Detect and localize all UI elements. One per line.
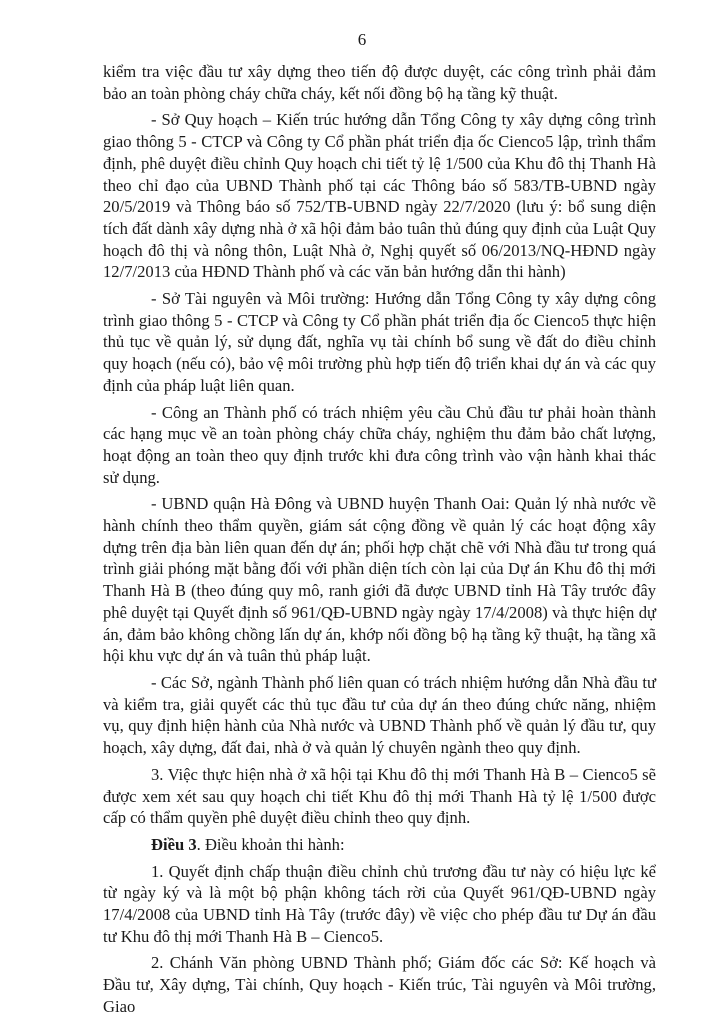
article-3-item-1: 1. Quyết định chấp thuận điều chỉnh chủ trương đầu tư này có hiệu lực kể từ ngày ký và là một bộ phận không tách rời của Quyết 961/QĐ-UBND ngày 17/4/2008 của UBND tỉnh Hà Tây (trước đây) về việc cho phép đầu tư Dự án đầu tư Khu đô thị mới Thanh Hà B – Cienco5. [103,861,656,946]
article-3-label: Điều 3 [151,834,197,854]
article-3-heading [103,834,656,856]
paragraph-city-departments: - Các Sở, ngành Thành phố liên quan có trách nhiệm hướng dẫn Nhà đầu tư và kiểm tra, giải quyết các thủ tục đầu tư của dự án theo đúng chức năng, nhiệm vụ, quy định hiện hành của Nhà nước và UBND Thành phố về quản lý đầu tư, quy hoạch, xây dựng, đất đai, nhà ở và quản lý chuyên ngành theo quy định. [103,672,656,758]
page-number: 6 [357,30,367,49]
paragraph-planning-dept: - Sở Quy hoạch – Kiến trúc hướng dẫn Tổng Công ty xây dựng công trình giao thông 5 - CTCP và Công ty Cổ phần phát triển địa ốc Cienco5 lập, trình thẩm định, phê duyệt điều chỉnh Quy hoạch chi tiết tỷ lệ 1/500 của Khu đô thị Thanh Hà theo chỉ đạo của UBND Thành phố tại các Thông báo số 583/TB-UBND ngày 20/5/2019 và Thông báo số 752/TB-UBND ngày 22/7/2020 (lưu ý: bổ sung diện tích đất dành xây dựng nhà ở xã hội đảm bảo tuân thủ đúng quy định của Luật Quy hoạch đô thị và nông thôn, Luật Nhà ở, Nghị quyết số 06/2013/NQ-HĐND ngày 12/7/2013 của HĐND Thành phố và các văn bản hướng dẫn thi hành) [103,110,656,282]
paragraph-continuation: kiểm tra việc đầu tư xây dựng theo tiến độ được duyệt, các công trình phải đảm bảo an toàn phòng cháy chữa cháy, kết nối đồng bộ hạ tầng kỹ thuật. [103,62,656,103]
article-3-item-2: 2. Chánh Văn phòng UBND Thành phố; Giám đốc các Sở: Kế hoạch và Đầu tư, Xây dựng, Tài chính, Quy hoạch - Kiến trúc, Tài nguyên và Môi trường, Giao [103,953,656,1016]
paragraph-environment-dept: - Sở Tài nguyên và Môi trường: Hướng dẫn Tổng Công ty xây dựng công trình giao thông 5 - CTCP và Công ty Cổ phần phát triển địa ốc Cienco5 thực hiện thủ tục về quản lý, sử dụng đất, nghĩa vụ tài chính bổ sung về đất do điều chỉnh quy hoạch (nếu có), bảo vệ môi trường phù hợp tiến độ triển khai dự án và các quy định của pháp luật liên quan. [103,289,656,395]
paragraph-social-housing: 3. Việc thực hiện nhà ở xã hội tại Khu đô thị mới Thanh Hà B – Cienco5 sẽ được xem xét sau quy hoạch chi tiết Khu đô thị mới Thanh Hà tỷ lệ 1/500 được cấp có thẩm quyền phê duyệt điều chỉnh theo quy định. [103,764,656,828]
article-3-title: . Điều khoản thi hành: [196,834,345,854]
paragraph-district-committees: - UBND quận Hà Đông và UBND huyện Thanh Oai: Quản lý nhà nước về hành chính theo thẩm quyền, giám sát cộng đồng về quản lý các hoạt động xây dựng trên địa bàn liên quan đến dự án; phối hợp chặt chẽ với Nhà đầu tư trong quá trình giải phóng mặt bằng đối với phần diện tích còn lại của Dự án Khu đô thị mới Thanh Hà B (theo đúng quy mô, ranh giới đã được UBND tỉnh Hà Tây trước đây phê duyệt tại Quyết định số 961/QĐ-UBND ngày ngày 17/4/2008) và thực hiện dự án, đảm bảo không chồng lấn dự án, khớp nối đồng bộ hạ tầng kỹ thuật, hạ tầng xã hội khu vực dự án và tuân thủ pháp luật. [103,494,656,666]
document-body [103,61,656,1023]
paragraph-police: - Công an Thành phố có trách nhiệm yêu cầu Chủ đầu tư phải hoàn thành các hạng mục về an toàn phòng cháy chữa cháy, nghiệm thu đảm bảo chất lượng, hoạt động an toàn theo quy định trước khi đưa công trình vào vận hành khai thác sử dụng. [103,402,656,487]
